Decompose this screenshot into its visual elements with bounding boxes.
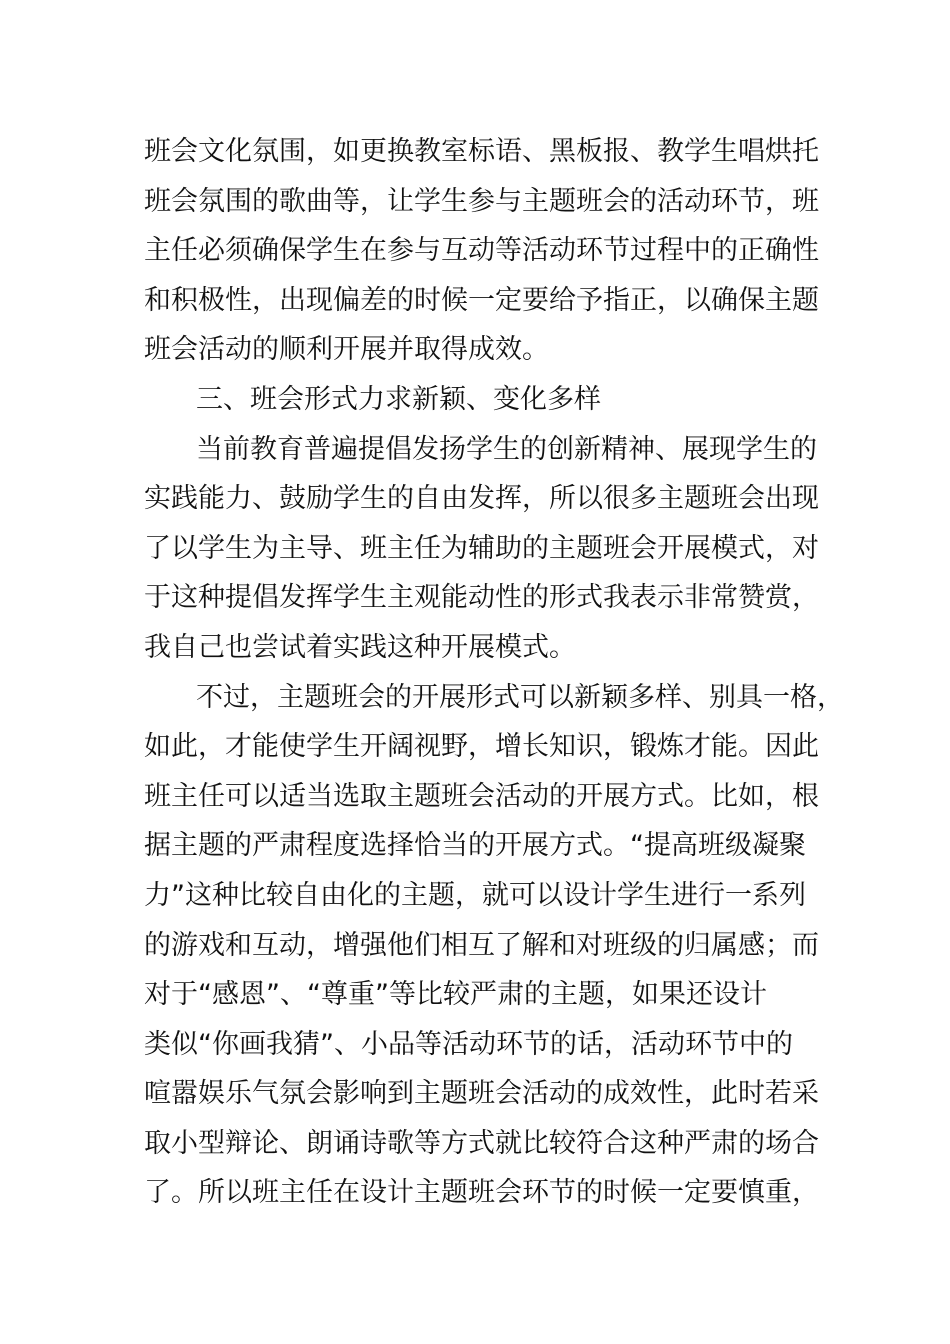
body-text [144, 127, 844, 1218]
text-line: 如此，才能使学生开阔视野，增长知识，锻炼才能。因此 [144, 731, 819, 763]
text-line: 力”这种比较自由化的主题，就可以设计学生进行一系列 [144, 879, 806, 911]
text-line: 喧嚣娱乐气氛会影响到主题班会活动的成效性，此时若采 [144, 1078, 819, 1110]
text-line: 三、班会形式力求新颖、变化多样 [196, 383, 601, 415]
text-line: 主任必须确保学生在参与互动等活动环节过程中的正确性 [144, 235, 819, 267]
text-line: 对于“感恩”、“尊重”等比较严肃的主题，如果还设计 [144, 979, 767, 1011]
text-line: 实践能力、鼓励学生的自由发挥，所以很多主题班会出现 [144, 483, 819, 515]
text-line: 当前教育普遍提倡发扬学生的创新精神、展现学生的 [196, 433, 817, 465]
text-line: 和积极性，出现偏差的时候一定要给予指正，以确保主题 [144, 284, 819, 316]
text-line: 了以学生为主导、班主任为辅助的主题班会开展模式，对 [144, 532, 819, 564]
text-line: 类似“你画我猜”、小品等活动环节的话，活动环节中的 [144, 1028, 793, 1060]
text-line: 的游戏和互动，增强他们相互了解和对班级的归属感；而 [144, 929, 819, 961]
text-line: 不过，主题班会的开展形式可以新颖多样、别具一格， [196, 681, 844, 713]
text-line: 班会活动的顺利开展并取得成效。 [144, 334, 549, 366]
text-line: 我自己也尝试着实践这种开展模式。 [144, 631, 576, 663]
text-line: 班会文化氛围，如更换教室标语、黑板报、教学生唱烘托 [144, 136, 819, 167]
text-line: 取小型辩论、朗诵诗歌等方式就比较符合这种严肃的场合 [144, 1127, 819, 1159]
text-line: 班主任可以适当选取主题班会活动的开展方式。比如，根 [144, 780, 819, 812]
text-line: 据主题的严肃程度选择恰当的开展方式。“提高班级凝聚 [144, 830, 806, 862]
text-line: 班会氛围的歌曲等，让学生参与主题班会的活动环节，班 [144, 185, 819, 217]
text-line: 于这种提倡发挥学生主观能动性的形式我表示非常赞赏， [144, 582, 819, 614]
text-line: 了。所以班主任在设计主题班会环节的时候一定要慎重， [144, 1177, 819, 1209]
